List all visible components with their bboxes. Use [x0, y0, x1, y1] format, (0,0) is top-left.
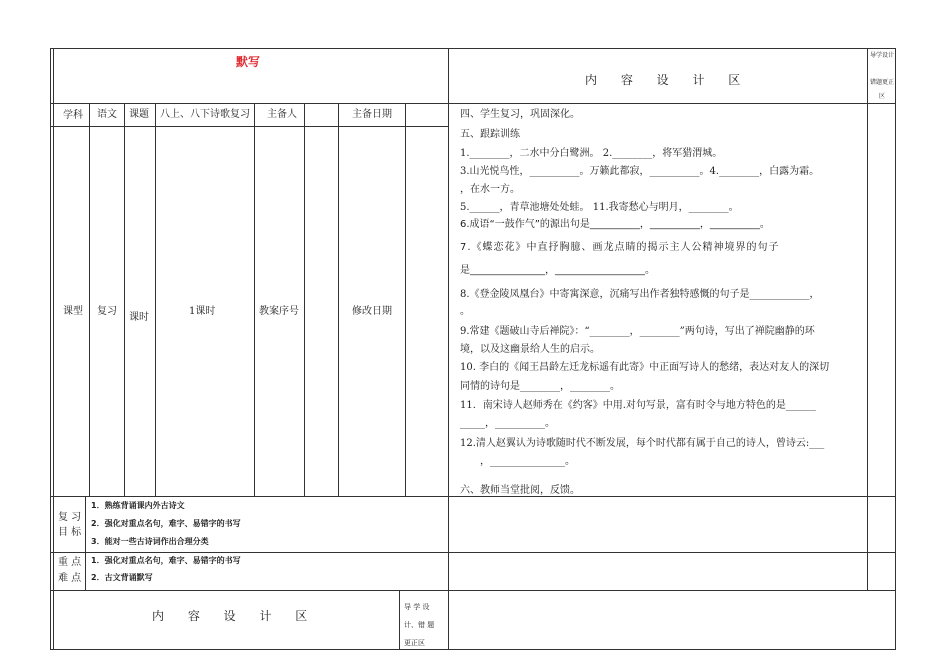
footer-divider [399, 590, 400, 650]
hours-value: 1课时 [189, 306, 216, 317]
review-goals-label-1: 复 习 [58, 512, 82, 523]
question-5: 5.______，青草池塘处处蛙。 11.我寄愁心与明月，________。 [460, 202, 739, 213]
footer-side-note-1: 导 学 设 [404, 603, 430, 611]
review-goal-1: 1．熟练背诵课内外古诗文 [91, 501, 185, 510]
review-goal-3: 3．能对一些古诗词作出合理分类 [91, 537, 209, 546]
document-title: 默写 [236, 55, 261, 69]
header-bottom-line [50, 103, 896, 104]
question-11: 11．南宋诗人赵师秀在《约客》中用.对句写景，富有时令与地方特色的是______ [460, 400, 816, 411]
question-8-cont: 。 [460, 306, 470, 317]
type-value: 复习 [97, 306, 117, 317]
outer-border-top [50, 48, 896, 49]
type-label: 课型 [63, 306, 83, 317]
question-7-cont: 是_______________，__________________。 [460, 265, 655, 276]
outer-border-left-inner [53, 48, 54, 650]
preparer-label: 主备人 [267, 109, 297, 120]
subject-label: 学科 [63, 110, 83, 121]
question-3: 3.山光悦鸟性，__________。万籁此都寂，__________。4.________，白露为霜。 [460, 166, 820, 177]
info-row-line [50, 126, 449, 127]
question-9-cont: 境，以及这幽景给人生的启示。 [460, 344, 600, 355]
footer-content-area-heading: 内 容 设 计 区 [152, 609, 318, 623]
review-label-divider [85, 496, 86, 590]
hours-label: 课时 [129, 312, 149, 323]
question-10: 10. 李白的《闻王昌龄左迁龙标遥有此寄》中正面写诗人的愁绪，表达对友人的深切 [460, 362, 830, 373]
modify-date-label: 修改日期 [352, 306, 392, 317]
info-col-6 [338, 103, 339, 496]
question-6: 6.成语“一鼓作气”的源出句是__________，__________，__________。 [460, 219, 770, 230]
question-1: 1.________，二水中分白鹭洲。 2.________，将军猎渭城。 [460, 148, 723, 159]
question-10-cont: 同情的诗句是________，________。 [460, 381, 620, 392]
prepare-date-label: 主备日期 [352, 109, 392, 120]
outer-border-left [50, 48, 51, 650]
topic-value: 八上、八下诗歌复习 [160, 109, 250, 120]
review-goals-label-2: 目 标 [58, 527, 82, 538]
info-col-3 [155, 103, 156, 496]
info-col-1 [89, 103, 90, 496]
plan-no-label: 教案序号 [259, 306, 299, 317]
subject-value: 语文 [97, 109, 117, 120]
topic-label: 课题 [129, 109, 149, 120]
footer-side-note-3: 更正区 [404, 639, 425, 647]
step-6: 六、教师当堂批阅，反馈。 [460, 485, 580, 496]
side-note-correction: 错题更正区 [869, 79, 894, 100]
info-col-4 [254, 103, 255, 496]
question-9: 9.常建《题破山寺后禅院》：“________，________”两句诗，写出了禅院幽静的环 [460, 326, 815, 337]
key-point-2: 2．古文背诵默写 [91, 573, 153, 582]
footer-side-note-2: 计、错 题 [404, 621, 435, 629]
divider-side-column [867, 48, 868, 590]
info-col-2 [124, 103, 125, 496]
question-4-cont: ，在水一方。 [460, 184, 520, 195]
question-8: 8.《登金陵凤凰台》中寄寓深意，沉痛写出作者独特感慨的句子是____________， [460, 289, 820, 300]
question-11-cont: _____，__________。 [460, 418, 555, 429]
step-4: 四、学生复习，巩固深化。 [460, 109, 580, 120]
divider-left-right [448, 48, 449, 650]
question-12: 12.清人赵翼认为诗歌随时代不断发展，每个时代都有属于自己的诗人，曾诗云:___ [460, 438, 825, 449]
question-12-cont: ，_______________。 [480, 456, 575, 467]
outer-border-right [895, 48, 896, 650]
key-points-label-1: 重 点 [58, 557, 82, 568]
review-goal-2: 2．强化对重点名句，难字、易错字的书写 [91, 519, 241, 528]
footer-top-line [50, 590, 896, 591]
key-points-label-2: 难 点 [58, 573, 82, 584]
info-col-5 [304, 103, 305, 496]
outer-border-bottom [50, 649, 896, 650]
side-note-guide: 导学设计 [869, 52, 894, 59]
keypoint-top-line [50, 552, 896, 553]
content-area-heading: 内 容 设 计 区 [585, 73, 751, 87]
info-col-7 [405, 103, 406, 496]
question-7: 7.《蝶恋花》中直抒胸臆、画龙点睛的揭示主人公精神境界的句子 [460, 242, 780, 253]
step-5: 五、跟踪训练 [460, 129, 520, 140]
key-point-1: 1．强化对重点名句，难字、易错字的书写 [91, 556, 241, 565]
